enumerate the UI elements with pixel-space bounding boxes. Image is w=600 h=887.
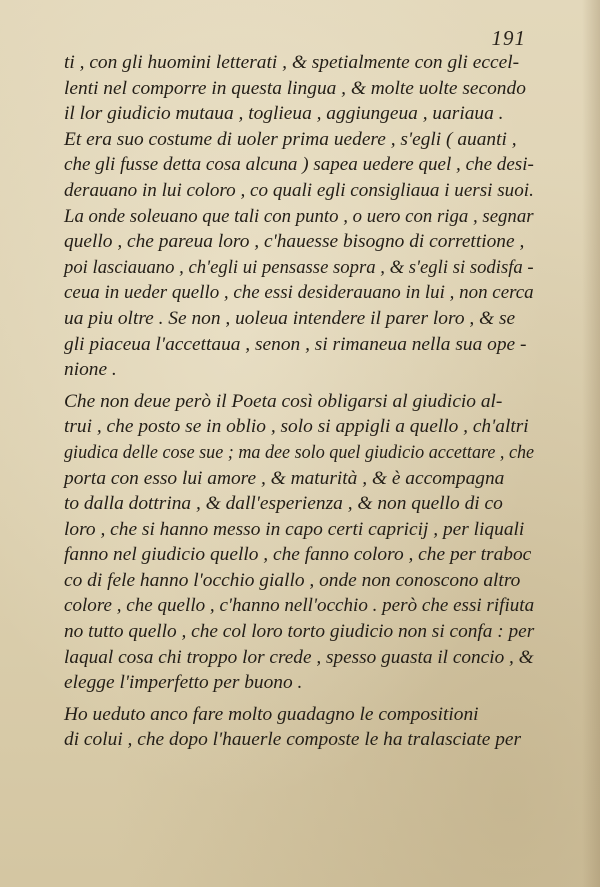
text-line: trui , che posto se in oblio , solo si appigli a quello , ch'altri [64,416,529,438]
text-line: loro , che si hanno messo in capo certi capricij , per liquali [64,518,525,540]
text-line: derauano in lui coloro , co quali egli consigliaua i uersi suoi. [64,179,534,201]
text-line: ceua in ueder quello , che essi desiderauano in lui , non cerca [64,282,534,304]
text-line: fanno nel giudicio quello , che fanno coloro , che per traboc [64,544,532,566]
text-line: il lor giudicio mutaua , toglieua , aggiungeua , uariaua . [64,103,504,125]
text-line: Et era suo costume di uoler prima uedere , s'egli ( auanti , [64,128,517,150]
text-block [64,50,534,753]
text-line: to dalla dottrina , & dall'esperienza , & non quello di co [64,493,503,515]
text-line: no tutto quello , che col loro torto giudicio non si confa : per [64,621,535,643]
text-line: di colui , che dopo l'hauerle composte le ha tralasciate per [64,729,522,751]
text-line: poi lasciauano , ch'egli ui pensasse sopra , & s'egli si sodisfa - [64,256,534,278]
text-line: La onde soleuano que tali con punto , o uero con riga , segnar [64,205,534,227]
text-line: lenti nel comporre in questa lingua , & molte uolte secondo [64,77,526,99]
text-line: giudica delle cose sue ; ma dee solo quel giudicio accettare , che [64,441,535,463]
text-line: ti , con gli huomini letterati , & spetialmente con gli eccel- [64,52,520,73]
text-line: quello , che pareua loro , c'hauesse bisogno di correttione , [64,231,525,253]
text-line: colore , che quello , c'hanno nell'occhio . però che essi rifiuta [64,595,535,617]
text-line: nione . [64,359,117,381]
text-line: elegge l'imperfetto per buono . [64,672,303,694]
text-line: laqual cosa chi troppo lor crede , spesso guasta il concio , & [64,646,534,668]
text-line: ua piu oltre . Se non , uoleua intendere il parer loro , & se [64,307,516,329]
paragraph-start-line: Ho ueduto anco fare molto guadagno le compositioni [64,703,479,725]
text-line: porta con esso lui amore , & maturità , & è accompagna [64,467,505,489]
text-line: co di fele hanno l'occhio giallo , onde non conoscono altro [64,569,521,591]
text-line: che gli fusse detta cosa alcuna ) sapea uedere quel , che desi- [64,154,534,176]
paragraph-start-line: Che non deue però il Poeta così obligarsi al giudicio al- [64,390,503,412]
text-line: gli piaceua l'accettaua , senon , si rimaneua nella sua ope - [64,333,527,355]
page-number: 191 [491,26,526,50]
